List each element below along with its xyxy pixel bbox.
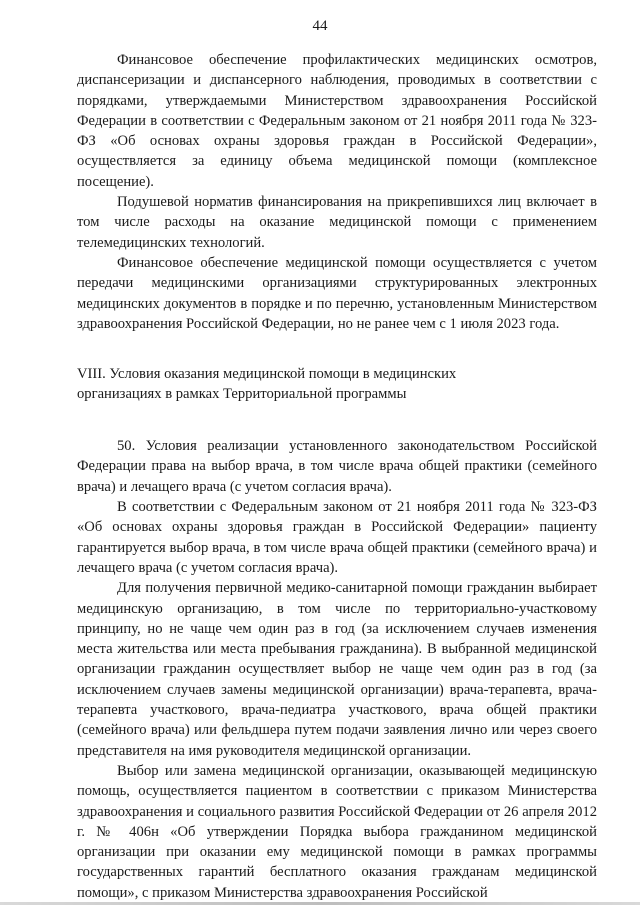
paragraph-choice-of-doctor: В соответствии с Федеральным законом от 21 ноября 2011 года № 323-ФЗ «Об основах охраны здоровья граждан в Российской Федерации» пациенту гарантируется выбор врача, в том числе врача общей практики (семейного врача) и лечащего врача (с учетом согласия врача). [77, 499, 597, 576]
section-heading-line-1: VIII. Условия оказания медицинской помощи в медицинских [77, 366, 457, 383]
document-body [77, 50, 597, 903]
section-heading-line-2: организациях в рамках Территориальной программы [77, 386, 407, 403]
paragraph-primary-care-choice: Для получения первичной медико-санитарной помощи гражданин выбирает медицинскую организацию, в том числе по территориально-участковому принципу, но не чаще чем один раз в год (за исключением случаев изменения места жительства или места пребывания гражданина). В выбранной медицинской организации гражданин осуществляет выбор не чаще чем один раз в год (за исключением случаев замены медицинской организации) врача-терапевта, врача-терапевта участкового, врача-педиатра участкового, врача общей практики (семейного врача) или фельдшера путем подачи заявления лично или через своего представителя на имя руководителя медицинской организации. [77, 580, 597, 759]
page-number: 44 [312, 18, 328, 34]
paragraph-per-capita-norm: Подушевой норматив финансирования на прикрепившихся лиц включает в том числе расходы на оказание медицинской помощи с применением телемедицинских технологий. [77, 194, 597, 251]
paragraph-electronic-documents: Финансовое обеспечение медицинской помощи осуществляется с учетом передачи медицинскими организациями структурированных электронных медицинских документов в порядке и по перечню, установленным Министерством здравоохранения Российской Федерации, но не ранее чем с 1 июля 2023 года. [77, 254, 597, 332]
section-heading [77, 364, 597, 404]
paragraph-clause-50: 50. Условия реализации установленного законодательством Российской Федерации права на выбор врача, в том числе врача общей практики (семейного врача) и лечащего врача (с учетом согласия врача). [77, 438, 597, 495]
paragraph-preventive-exams-financing: Финансовое обеспечение профилактических медицинских осмотров, диспансеризации и диспансерного наблюдения, проводимых в соответствии с порядками, утверждаемыми Министерством здравоохранения Российской Федерации в соответствии с Федеральным законом от 21 ноября 2011 года № 323-ФЗ «Об основах охраны здоровья граждан в Российской Федерации», осуществляется за единицу объема медицинской помощи (комплексное посещение). [77, 52, 597, 190]
paragraph-organization-choice: Выбор или замена медицинской организации, оказывающей медицинскую помощь, осуществляется пациентом в соответствии с приказом Министерства здравоохранения и социального развития Российской Федерации от 26 апреля 2012 г. № 406н «Об утверждении Порядка выбора гражданином медицинской организации при оказании ему медицинской помощи в рамках программы государственных гарантий бесплатного оказания гражданам медицинской помощи», с приказом Министерства здравоохранения Российской [77, 762, 597, 901]
